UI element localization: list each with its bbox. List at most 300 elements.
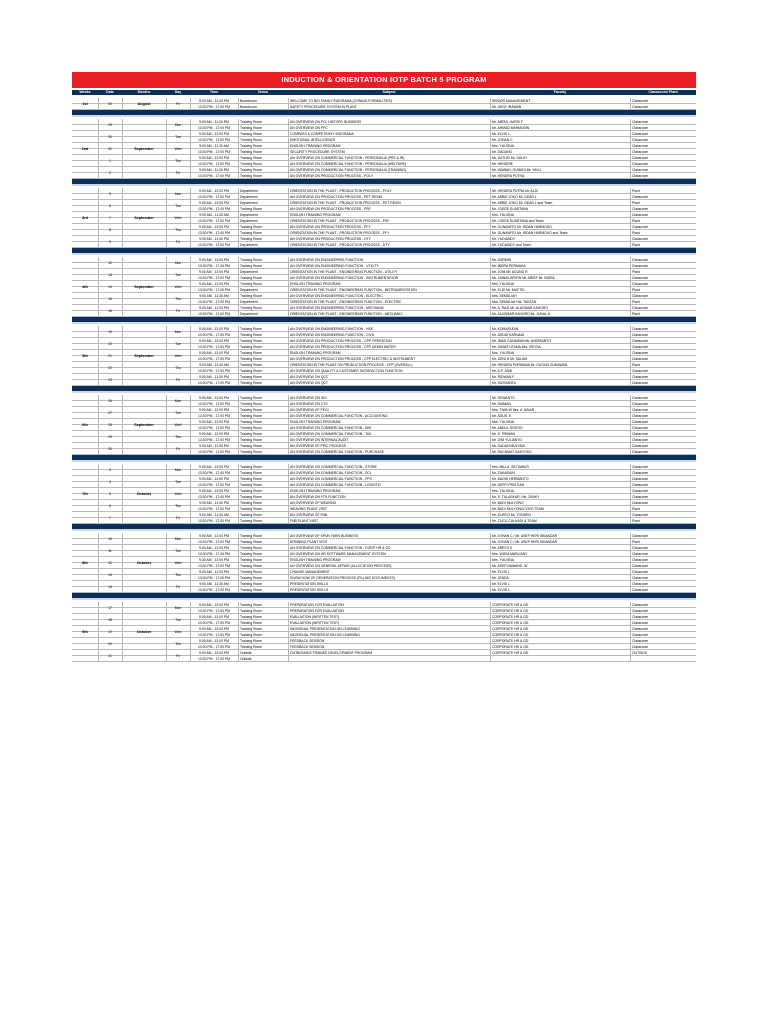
time-cell: 9:00 AM - 12:00 PM [199, 651, 229, 655]
subject-cell: AN OVERVIEW ON HR SOFTWARE MANAGEMENT SYSTEM [290, 552, 386, 556]
venue-cell: Training Room [240, 120, 263, 124]
column-divider [166, 257, 167, 317]
faculty-cell: Mr. ELVIS L [492, 582, 510, 586]
column-divider [98, 533, 99, 593]
venue-cell: Training Room [240, 570, 263, 574]
column-divider [630, 98, 631, 110]
venue-cell: Training Room [240, 534, 263, 538]
page-title: INDUCTION & ORIENTATION IOTP BATCH 5 PROGRAM [72, 72, 696, 88]
column-divider [190, 257, 191, 317]
venue-cell: Training Room [240, 351, 263, 355]
subject-cell: AN OVERVIEW ON COMMERCIAL FUNCTION - PURCHASE [290, 450, 385, 454]
faculty-cell: Mr. IMAN GUNAWAN Mr. ANDRIANTO [492, 339, 551, 343]
subject-cell: PREPARATION FOR EVALUATION [290, 609, 344, 613]
subject-cell: AN OVERVIEW ON INTERNAL AUDIT [290, 438, 349, 442]
venue-cell: Training Room [240, 477, 263, 481]
column-divider [190, 395, 191, 455]
time-cell: 9:00 AM - 11:30 AM [199, 363, 229, 367]
date-cell: 14 [98, 281, 122, 293]
classroom-plant-cell: Classroom [632, 576, 649, 580]
subject-cell: AN OVERVIEW ON ENGINEERING FUNCTION - CIVIL [290, 333, 375, 337]
classroom-plant-cell: Classroom [632, 174, 649, 178]
day-cell: Wed [166, 281, 190, 293]
venue-cell: Training Room [240, 483, 263, 487]
classroom-plant-cell: Classroom [632, 144, 649, 148]
venue-cell: Training Room [240, 402, 263, 406]
venue-cell: Training Room [240, 225, 263, 229]
time-cell: 13:30 PM - 17:00 PM [197, 276, 231, 280]
venue-cell: Training Room [240, 432, 263, 436]
date-cell: 30 [98, 131, 122, 143]
subject-cell: AN OVERVIEW ON PPC [290, 126, 328, 130]
classroom-plant-cell: Classroom [632, 546, 649, 550]
time-cell: 9:00 AM - 11:30 AM [199, 513, 229, 517]
time-cell: 13:30 PM - 17:00 PM [197, 483, 231, 487]
month-cell: October [136, 492, 152, 496]
faculty-cell: Mr. DENI H Mr. SALAM [492, 357, 528, 361]
venue-cell: Training Room [240, 588, 263, 592]
day-cell: Tue [166, 545, 190, 557]
date-cell: 16 [98, 305, 122, 317]
faculty-cell: Mrs. MILLA. SETIAWATI [492, 465, 529, 469]
time-cell: 13:30 PM - 17:00 PM [197, 519, 231, 523]
column-divider [190, 119, 191, 179]
column-divider [238, 533, 239, 593]
week-cell: 3rd [82, 216, 88, 220]
subject-cell: AN OVERVIEW ON PRODUCTION PROCESS - DTY [290, 237, 371, 241]
faculty-cell: Mr. DEWANTO [492, 396, 515, 400]
column-header: Faculty [553, 90, 567, 94]
column-divider [98, 119, 99, 179]
classroom-plant-cell: Classroom [632, 633, 649, 637]
subject-cell: AN OVERVIEW ON PRODUCTION PROCESS - PET RESIN [290, 195, 383, 199]
column-header: Weeks [79, 90, 91, 94]
week-separator-gap [72, 529, 696, 531]
classroom-plant-cell: Classroom [632, 426, 649, 430]
subject-cell: AN OVERVIEW ON PRODUCTION PROCESS - CPP DEMIN WATER [290, 345, 396, 349]
column-divider [490, 119, 491, 179]
venue-cell: Training Room [240, 264, 263, 268]
faculty-cell: Mr. DENY IRAWAN [492, 105, 522, 109]
faculty-cell: Mr. I DEDE SUARTANA [492, 207, 529, 211]
column-divider [190, 464, 191, 524]
column-divider [288, 188, 289, 248]
column-divider [238, 602, 239, 662]
day-cell: Mon [166, 119, 190, 131]
date-cell: 19 [98, 626, 122, 638]
venue-cell: Outside [240, 657, 252, 661]
subject-cell: AN OVERVIEW ON PRODUCTION PROCESS - PFY [290, 225, 371, 229]
date-cell: 30 [98, 98, 122, 110]
time-cell: 9:30 AM - 12:00 PM [199, 558, 229, 562]
subject-cell: EMOTIONAL INTELLIGENCE [290, 138, 336, 142]
faculty-cell: Mr. ELDI Mr. MUFTID [492, 288, 525, 292]
faculty-cell: Mr. GUNAWITO Mr. IRDAN HARMOKO and Team [492, 231, 568, 235]
week-cell: 6th [82, 423, 88, 427]
date-cell: 30 [98, 443, 122, 455]
subject-cell: AN OVERVIEW ON COMMERCIAL FUNCTION - LOGISTIC [290, 483, 381, 487]
time-cell: 13:30 PM - 17:00 PM [197, 369, 231, 373]
date-cell: 11 [98, 545, 122, 557]
column-divider [630, 257, 631, 317]
time-cell: 9:00 AM - 12:00 PM [199, 201, 229, 205]
faculty-cell: Mr. ZAKARIUN [492, 471, 515, 475]
subject-cell: ORIENTATION IN THE PLANT - ENGINEERING FUNCTION - UTILITY [290, 270, 398, 274]
faculty-cell: Mr. ABDUL ROSYID [492, 426, 523, 430]
column-divider [630, 464, 631, 524]
column-header: Venue [257, 90, 269, 94]
subject-cell: AN OVERVIEW ON GENERAL AFFAIR (ALLOCATION PROCESS) [290, 564, 392, 568]
schedule-sheet [72, 72, 696, 892]
venue-cell: Boardroom [240, 105, 257, 109]
column-divider [630, 326, 631, 386]
time-cell: 9:00 AM - 11:30 PM [199, 99, 229, 103]
week-cell: 8th [82, 561, 88, 565]
faculty-cell: Mr. CUCU CAHYADI & TEAM [492, 519, 537, 523]
day-cell: Tue [166, 476, 190, 488]
faculty-cell: Mrs. SEMALIAH [492, 294, 517, 298]
day-cell: Wed [166, 350, 190, 362]
time-cell: 9:00 AM - 12:00 PM [199, 546, 229, 550]
classroom-plant-cell: Plant [632, 312, 640, 316]
date-cell: 15 [98, 293, 122, 305]
classroom-plant-cell: Classroom [632, 552, 649, 556]
table-header-row [72, 90, 696, 95]
column-divider [288, 257, 289, 317]
time-cell: 9:00 AM - 12:00 PM [199, 477, 229, 481]
month-cell: September [134, 147, 154, 151]
column-divider [630, 602, 631, 662]
time-cell: 13:30 PM - 17:00 PM [197, 138, 231, 142]
date-cell: 14 [98, 581, 122, 593]
date-cell: 23 [98, 374, 122, 386]
date-cell: 6 [98, 500, 122, 512]
faculty-cell: Mr. A. RAZI Mr. ALAGMAR KAHORO [492, 306, 548, 310]
time-cell: 13:30 PM - 17:00 PM [197, 231, 231, 235]
classroom-plant-cell: Classroom [632, 444, 649, 448]
column-divider [166, 602, 167, 662]
time-cell: 9:00 AM - 12:00 PM [199, 396, 229, 400]
faculty-cell: Mr. HENDRA PUTRA [492, 174, 525, 178]
subject-cell: ENGLISH TRAINING PROGRAM [290, 144, 341, 148]
column-divider [122, 188, 123, 248]
month-cell: September [134, 423, 154, 427]
time-cell: 9:00 AM - 11:30 PM [199, 570, 229, 574]
subject-cell: OUTBOUNDS TRAINEE DEVELOPMENT PROGRAM [290, 651, 373, 655]
day-cell: Thu [166, 293, 190, 305]
faculty-cell: Mr. HENDRA PURWANA Mr. GUGUN GUNAWAN [492, 363, 568, 367]
venue-cell: Training Room [240, 339, 263, 343]
month-cell: September [134, 354, 154, 358]
subject-cell: AN OVERVIEW ON COMMERCIAL FUNCTION - MIS [290, 426, 372, 430]
venue-cell: Training Room [240, 333, 263, 337]
classroom-plant-cell: Plant [632, 363, 640, 367]
time-cell: 9:00 AM - 12:00 PM [199, 351, 229, 355]
faculty-cell: Mr. ARBIE JOKO Mr. DEAN L and Team [492, 201, 553, 205]
subject-cell: AN OVERVIEW ON ENGINEERING FUNCTION - HSE [290, 327, 374, 331]
day-cell: Fri [166, 236, 190, 248]
faculty-cell: Mrs. YULISNA [492, 351, 514, 355]
time-cell: 13:30 PM - 17:00 PM [197, 126, 231, 130]
classroom-plant-cell: Classroom [632, 465, 649, 469]
day-cell: Tue [166, 269, 190, 281]
column-divider [166, 188, 167, 248]
classroom-plant-cell: OUTSIDE [632, 651, 648, 655]
month-cell: August [137, 102, 151, 106]
month-cell: September [134, 216, 154, 220]
classroom-plant-cell: Plant [632, 189, 640, 193]
subject-cell: EVALUATION (WRITTEN TEST) [290, 621, 340, 625]
date-cell: 20 [98, 338, 122, 350]
venue-cell: Training Room [240, 294, 263, 298]
day-cell: Tue [166, 614, 190, 626]
classroom-plant-cell: Classroom [632, 207, 649, 211]
faculty-cell: CORPORATE HR & OD [492, 621, 529, 625]
day-cell: Mon [166, 326, 190, 338]
week-separator-gap [72, 115, 696, 117]
column-divider [190, 326, 191, 386]
column-header: Time [209, 90, 219, 94]
date-cell: 7 [98, 212, 122, 224]
venue-cell: Training Room [240, 276, 263, 280]
time-cell: 9:00 AM - 12:00 PM [199, 534, 229, 538]
faculty-cell: Mr. ARBIE JOKO Mr. DEAN L [492, 195, 537, 199]
time-cell: 13:30 PM - 17:00 PM [197, 333, 231, 337]
faculty-cell: Mrs. YULISNA [492, 420, 514, 424]
month-cell: October [136, 630, 152, 634]
subject-cell: WELCOME TO BIG FAMILY INDORAMA (JOINING FORMALITIES) [290, 99, 393, 103]
faculty-cell: Mr. S. PIRMAN [492, 432, 515, 436]
column-divider [98, 395, 99, 455]
day-cell: Wed [166, 143, 190, 155]
column-divider [122, 257, 123, 317]
day-cell: Thu [166, 155, 190, 167]
column-divider [98, 602, 99, 662]
column-divider [190, 188, 191, 248]
faculty-cell: Mr. YUDIANDY and Team [492, 243, 531, 247]
time-cell: 13:30 PM - 17:00 PM [197, 657, 231, 661]
time-cell: 13:30 PM - 17:00 PM [197, 219, 231, 223]
faculty-cell: CORPORATE HR & OD [492, 603, 529, 607]
column-divider [238, 119, 239, 179]
faculty-cell: Mr. HENDRIE [492, 162, 513, 166]
time-cell: 9:00 AM - 12:00 PM [199, 420, 229, 424]
day-cell: Mon [166, 257, 190, 269]
venue-cell: Training Room [240, 639, 263, 643]
faculty-cell: Mr. DATUKI Mr. GALIH [492, 156, 527, 160]
day-cell: Thu [166, 569, 190, 581]
day-cell: Fri [166, 98, 190, 110]
classroom-plant-cell: Classroom [632, 450, 649, 454]
week-separator-gap [72, 184, 696, 186]
venue-cell: Department [240, 213, 258, 217]
column-divider [238, 257, 239, 317]
classroom-plant-cell: Classroom [632, 99, 649, 103]
subject-cell: SECURITY PROCEDURE SYSTEM [290, 150, 345, 154]
classroom-plant-cell: Plant [632, 243, 640, 247]
column-header: Months [137, 90, 151, 94]
column-divider [630, 119, 631, 179]
venue-cell: Training Room [240, 576, 263, 580]
classroom-plant-cell: Classroom [632, 615, 649, 619]
column-divider [122, 395, 123, 455]
day-cell: Wed [166, 557, 190, 569]
faculty-cell: CORPORATE HR & OD [492, 615, 529, 619]
time-cell: 9:00 AM - 12:00 PM [199, 627, 229, 631]
column-header: Subject [382, 90, 396, 94]
classroom-plant-cell: Classroom [632, 402, 649, 406]
date-cell: 8 [98, 224, 122, 236]
day-cell: Fri [166, 443, 190, 455]
venue-cell: Training Room [240, 345, 263, 349]
faculty-cell: Mr. ELVIS L [492, 570, 510, 574]
day-cell: Thu [166, 500, 190, 512]
faculty-cell: Mrs. YULISNA [492, 282, 514, 286]
time-cell: 13:30 PM - 17:00 PM [197, 414, 231, 418]
column-divider [98, 464, 99, 524]
day-cell: Mon [166, 188, 190, 200]
venue-cell: Training Room [240, 408, 263, 412]
venue-cell: Training Room [240, 369, 263, 373]
venue-cell: Training Room [240, 495, 263, 499]
subject-cell: AN OVERVIEW ON QCT [290, 381, 328, 385]
faculty-cell: Mr. AHMAD MAHMUDIN [492, 126, 530, 130]
date-cell: 28 [98, 419, 122, 431]
subject-cell: AN OVERVIEW ON COMMERCIAL FUNCTION - TAX [290, 432, 372, 436]
faculty-cell: Mr. JOHAN C / Mr. ASEP HERI ISKANDAR [492, 540, 558, 544]
column-divider [98, 98, 99, 110]
classroom-plant-cell: Classroom [632, 138, 649, 142]
date-cell: 19 [98, 326, 122, 338]
time-cell: 13:30 PM - 17:00 PM [197, 450, 231, 454]
faculty-cell: Mr. DARMIN [492, 258, 512, 262]
subject-cell: FNB PLANT VISIT [290, 519, 319, 523]
time-cell: 9:00 AM - 12:00 PM [199, 408, 229, 412]
classroom-plant-cell: Classroom [632, 489, 649, 493]
faculty-cell: Mr. DIMAS UTAMA Mrs. REYSA [492, 345, 541, 349]
venue-cell: Training Room [240, 513, 263, 517]
column-divider [288, 533, 289, 593]
venue-cell: Training Room [240, 231, 263, 235]
classroom-plant-cell: Classroom [632, 432, 649, 436]
column-divider [630, 533, 631, 593]
day-cell: Mon [166, 533, 190, 545]
faculty-cell: Mrs. YULISNA [492, 213, 514, 217]
column-divider [98, 188, 99, 248]
column-divider [490, 602, 491, 662]
time-cell: 9:00 AM - 12:00 PM [199, 282, 229, 286]
classroom-plant-cell: Classroom [632, 534, 649, 538]
faculty-cell: Mr. DEFFI PRISTIAN [492, 483, 525, 487]
venue-cell: Training Room [240, 546, 263, 550]
classroom-plant-cell: Plant [632, 201, 640, 205]
venue-cell: Training Room [240, 282, 263, 286]
venue-cell: Training Room [240, 444, 263, 448]
time-cell: 13:30 PM - 17:00 PM [197, 471, 231, 475]
day-cell: Wed [166, 212, 190, 224]
date-cell: 22 [98, 362, 122, 374]
subject-cell: AN OVERVIEW ON QUALITY & CUSTOMER SATISFACTION FUNCTION [290, 369, 403, 373]
faculty-cell: Mr. I DEDE SUARTANA and Team [492, 219, 544, 223]
venue-cell: Training Room [240, 144, 263, 148]
month-cell: September [134, 285, 154, 289]
time-cell: 13:30 PM - 17:00 PM [197, 150, 231, 154]
faculty-cell: Mr. DWI YULIANTO [492, 438, 523, 442]
classroom-plant-cell: Classroom [632, 294, 649, 298]
time-cell: 9:00 AM - 12:00 PM [199, 156, 229, 160]
time-cell: 13:30 PM - 17:00 PM [197, 621, 231, 625]
faculty-cell: Mr. AGUS. E [492, 414, 512, 418]
time-cell: 9:00 AM - 11:30 PM [199, 120, 229, 124]
time-cell: 13:30 PM - 17:00 PM [197, 609, 231, 613]
time-cell: 9:00 AM - 12:00 PM [199, 639, 229, 643]
column-divider [288, 326, 289, 386]
venue-cell: Training Room [240, 174, 263, 178]
day-cell: Thu [166, 224, 190, 236]
time-cell: 13:30 PM - 17:00 PM [197, 300, 231, 304]
classroom-plant-cell: Classroom [632, 351, 649, 355]
time-cell: 9:00 AM - 12:00 PM [199, 225, 229, 229]
venue-cell: Department [240, 201, 258, 205]
venue-cell: Department [240, 219, 258, 223]
venue-cell: Training Room [240, 489, 263, 493]
time-cell: 9:00 AM - 12:00 PM [199, 489, 229, 493]
day-cell: Thu [166, 431, 190, 443]
time-cell: 13:30 PM - 17:00 PM [197, 438, 231, 442]
faculty-cell: Mr. HENDRA PUTRA Mr. ALDI [492, 189, 538, 193]
subject-cell: AN OVERVIEW ON COMMERCIAL FUNCTION - STORE [290, 465, 377, 469]
faculty-cell: Mr. RACHMAT SANTOSO [492, 450, 532, 454]
venue-cell: Training Room [240, 420, 263, 424]
time-cell: 13:30 PM - 17:00 PM [197, 588, 231, 592]
faculty-cell: Mr. ELVIS L [492, 132, 510, 136]
column-divider [238, 188, 239, 248]
day-cell: Fri [166, 374, 190, 386]
subject-cell: AN OVERVIEW ON ISO [290, 396, 327, 400]
subject-cell: INDIVIDUAL PRESENTATION ON LEARNING [290, 627, 361, 631]
classroom-plant-cell: Classroom [632, 414, 649, 418]
faculty-cell: Mr. DADANG [492, 150, 513, 154]
date-cell: 9 [98, 236, 122, 248]
venue-cell: Training Room [240, 582, 263, 586]
venue-cell: Training Room [240, 306, 263, 310]
week-separator-gap [72, 253, 696, 255]
venue-cell: Training Room [240, 426, 263, 430]
day-cell: Tue [166, 200, 190, 212]
subject-cell: AN OVERVIEW ON COMMERCIAL FUNCTION - PPC [290, 477, 373, 481]
subject-cell: AN OVERVIEW ON COMMERCIAL FUNCTION - PERSONALIA (PRS & IR) [290, 156, 405, 160]
column-divider [190, 602, 191, 662]
date-cell: 13 [98, 269, 122, 281]
time-cell: 13:30 PM - 17:00 PM [197, 162, 231, 166]
subject-cell: AN OVERVIEW ON CTS [290, 402, 328, 406]
subject-cell: FEEDBACK SESSION [290, 639, 325, 643]
week-separator-gap [72, 460, 696, 462]
subject-cell: PREPARATION FOR EVALUATION [290, 603, 344, 607]
column-divider [238, 326, 239, 386]
faculty-cell: Mr. JOHAN C [492, 138, 513, 142]
day-cell: Thu [166, 362, 190, 374]
column-divider [166, 464, 167, 524]
venue-cell: Training Room [240, 132, 263, 136]
venue-cell: Training Room [240, 375, 263, 379]
classroom-plant-cell: Classroom [632, 258, 649, 262]
subject-cell: AN OVERVIEW OF SPUN YARN BUSINESS [290, 534, 359, 538]
subject-cell: ORIENTATION IN THE PLANT - PRODUCTION PROCESS - PET RESIN [290, 201, 401, 205]
classroom-plant-cell: Classroom [632, 408, 649, 412]
date-cell: 29 [98, 431, 122, 443]
venue-cell: Department [240, 243, 258, 247]
